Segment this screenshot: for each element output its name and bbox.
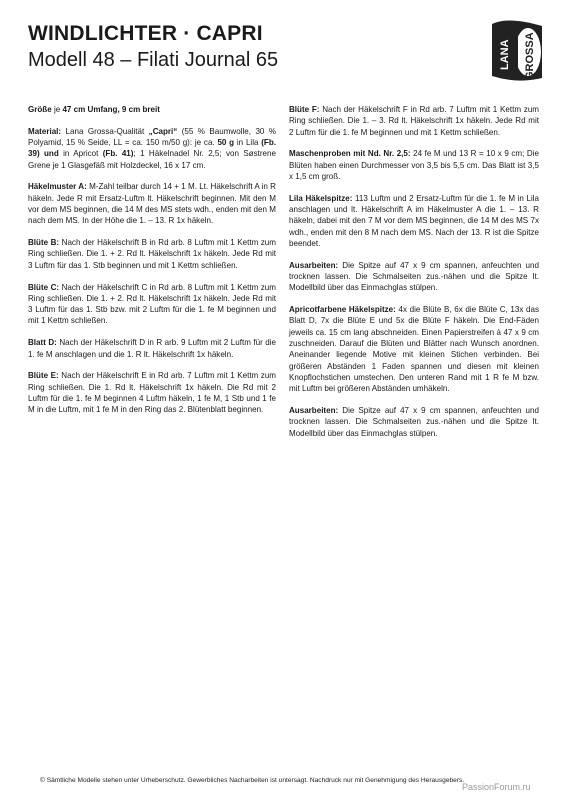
paragraph-apricot-haekelspitze [289,304,539,394]
paragraph-heading: Blüte E: [28,371,59,381]
paragraph-emphasis: 47 cm Umfang, 9 cm breit [62,105,160,114]
left-column [28,104,276,426]
paragraph-heading: Maschenproben mit Nd. Nr. 2,5: [289,149,411,159]
paragraph-text: ; 1 Häkelnadel Nr. 2,5; von Søstrene Grene je 1 Glasgefäß mit Holzdeckel, 16 x 17 cm. [28,149,276,170]
page-title: WINDLICHTER · CAPRI [28,22,263,45]
paragraph-heading: Größe [28,105,52,114]
svg-text:GROSSA: GROSSA [524,32,536,80]
paragraph-heading: Ausarbeiten: [289,260,339,270]
paragraph-text: in Apricot [58,149,103,159]
paragraph-heading: Blatt D: [28,338,57,348]
paragraph-emphasis: „Capri“ [148,126,178,136]
paragraph-heading: Blüte C: [28,282,60,292]
paragraph-heading: Material: [28,126,62,136]
watermark: PassionForum.ru [462,782,531,792]
paragraph-text: Die Spitze auf 47 x 9 cm spannen, anfeuchten und trocknen lassen. Die Schmalseiten zus.-nähen und die Spitze lt. Modellbild über das Einmachglas stülpen. [289,260,539,293]
paragraph-emphasis: (Fb. 39) und [28,138,276,159]
paragraph-text: Die Spitze auf 47 x 9 cm spannen, anfeuchten und trocknen lassen. Die Schmalseiten zus.-nähen und die Spitze lt. Modellbild über das Einmachglas stülpen. [289,406,539,438]
lana-grossa-logo-icon [488,18,546,84]
paragraph-bluete-c [28,282,276,327]
paragraph-maschenproben [289,148,539,182]
paragraph-heading: Ausarbeiten: [289,406,339,416]
paragraph-text: Nach der Häkelschrift D in R arb. 9 Luftm mit 2 Luftm für die 1. fe M anschlagen und die 1. R lt. Häkelschrift 1x häkeln. [28,338,277,359]
paragraph-lila-haekelspitze [289,193,539,249]
paragraph-heading: Blüte F: [289,105,320,114]
paragraph-text: 4x die Blüte B, 6x die Blüte C, 13x das Blatt D, 7x die Blüte E und 5x die Blüte F häkeln. Die End-Fäden jeweils ca. 15 cm lang abschneiden. Einen Papierstreifen à 47 x 9 cm zuschneiden. Darauf die Blüten und Blätter nach Wunsch anordnen. Aneinander liegende Motive mit kleinen Stichen verbinden. Bei größeren Abständen 1 Faden spannen und diesen mit kleinen Knopflochstichen umstechen. Den unteren Rand mit 1 R fe M bzw. mit Luftm bei größeren Abständen umhäkeln. [289,305,539,394]
paragraph-text: 113 Luftm und 2 Ersatz-Luftm für die 1. fe M in Lila anschlagen und lt. Häkelschrift A im Häkelmuster A die 1. – 13. R häkeln, dabei mit den 7 M vor dem MS beginnen, die 14 M des MS 7x wdh., enden mit den 8 M nach dem MS. Nach der 13. R ist die Spitze beendet. [289,193,539,248]
paragraph-emphasis: (Fb. 41) [102,149,134,159]
paragraph-text: je [51,105,63,114]
paragraph-emphasis: 50 g [217,138,235,148]
paragraph-blatt-d [28,337,276,360]
page-header [28,22,278,72]
paragraph-heading: Häkelmuster A: [28,182,87,192]
paragraph-bluete-b [28,237,276,271]
paragraph-heading: Lila Häkelspitze: [289,193,353,203]
svg-text:LANA: LANA [499,39,511,70]
paragraph-heading: Blüte B: [28,238,60,248]
paragraph-bluete-e [28,370,276,415]
paragraph-text: Nach der Häkelschrift B in Rd arb. 8 Luftm mit 1 Kettm zum Ring schließen. Die 1. + 2. Rd lt. Häkelschrift 1x häkeln. Jede Rd mit 3 Luftm für das 1. Stb beginnen und mit 1 Kettm schließen. [28,238,276,270]
paragraph-text: in Lila [234,138,262,148]
paragraph-heading: Apricotfarbene Häkelspitze: [289,305,396,315]
copyright-footer: © Sämtliche Modelle stehen unter Urheberschutz. Gewerbliches Nacharbeiten ist untersagt. Nachdruck nur mit Genehmigung des Herausgebers. [40,777,465,784]
paragraph-text: Lana Grossa-Qualität [61,126,149,136]
paragraph-text: M-Zahl teilbar durch 14 + 1 M. Lt. Häkelschrift A in R häkeln. Jede R mit Ersatz-Luftm lt. Häkelschrift beginnen. Mit den M vor dem MS beginnen, die 14 M des MS stets wdh., enden mit den M nach dem MS. In der Höhe die 1. – 13. R 1x häkeln. [28,182,276,226]
paragraph-ausarbeiten-2 [289,405,539,439]
paragraph-haekelmuster-a [28,181,276,226]
paragraph-text: Nach der Häkelschrift C in Rd arb. 8 Luftm mit 1 Kettm zum Ring schließen. Die 1. + 2. Rd lt. Häkelschrift 1x häkeln. Jede Rd mit 3 Luftm für das 1. Stb bzw. mit 2 Luftm für die 1. fe M beginnen und mit 1 Kettm schließen. [28,282,276,326]
paragraph-text: 24 fe M und 13 R = 10 x 9 cm; Die Blüten haben einen Durchmesser von 3,5 bis 5,5 cm. Das Blatt ist 3,5 x 1,5 cm groß. [289,149,539,181]
paragraph-groesse [28,104,276,115]
paragraph-text: Nach der Häkelschrift F in Rd arb. 7 Luftm mit 1 Kettm zum Ring schließen. Die 1. – 3. Rd lt. Häkelschrift 1x häkeln. Jede Rd mit 2 Luftm für die 1. fe M beginnen und mit 1 Kettm schließen. [289,105,539,137]
paragraph-text: Nach der Häkelschrift E in Rd arb. 7 Luftm mit 1 Kettm zum Ring schließen. Die 1. Rd lt. Häkelschrift 1x häkeln. Die Rd mit 2 Luftm für die 1. fe M beginnen 4 Luftm häkeln, 1 fe M, 1 Stb und 1 fe M in die Luftm, mit 1 fe M in den Ring das 2. Blütenblatt beginnen. [28,371,276,415]
paragraph-bluete-f [289,104,539,138]
paragraph-material [28,126,276,171]
paragraph-ausarbeiten-1 [289,260,539,294]
right-column [289,104,539,449]
paragraph-text: (55 % Baumwolle, 30 % Polyamid, 15 % Seide, LL = ca. 150 m/50 g): je ca. [28,126,276,148]
page-subtitle: Modell 48 – Filati Journal 65 [28,49,279,71]
